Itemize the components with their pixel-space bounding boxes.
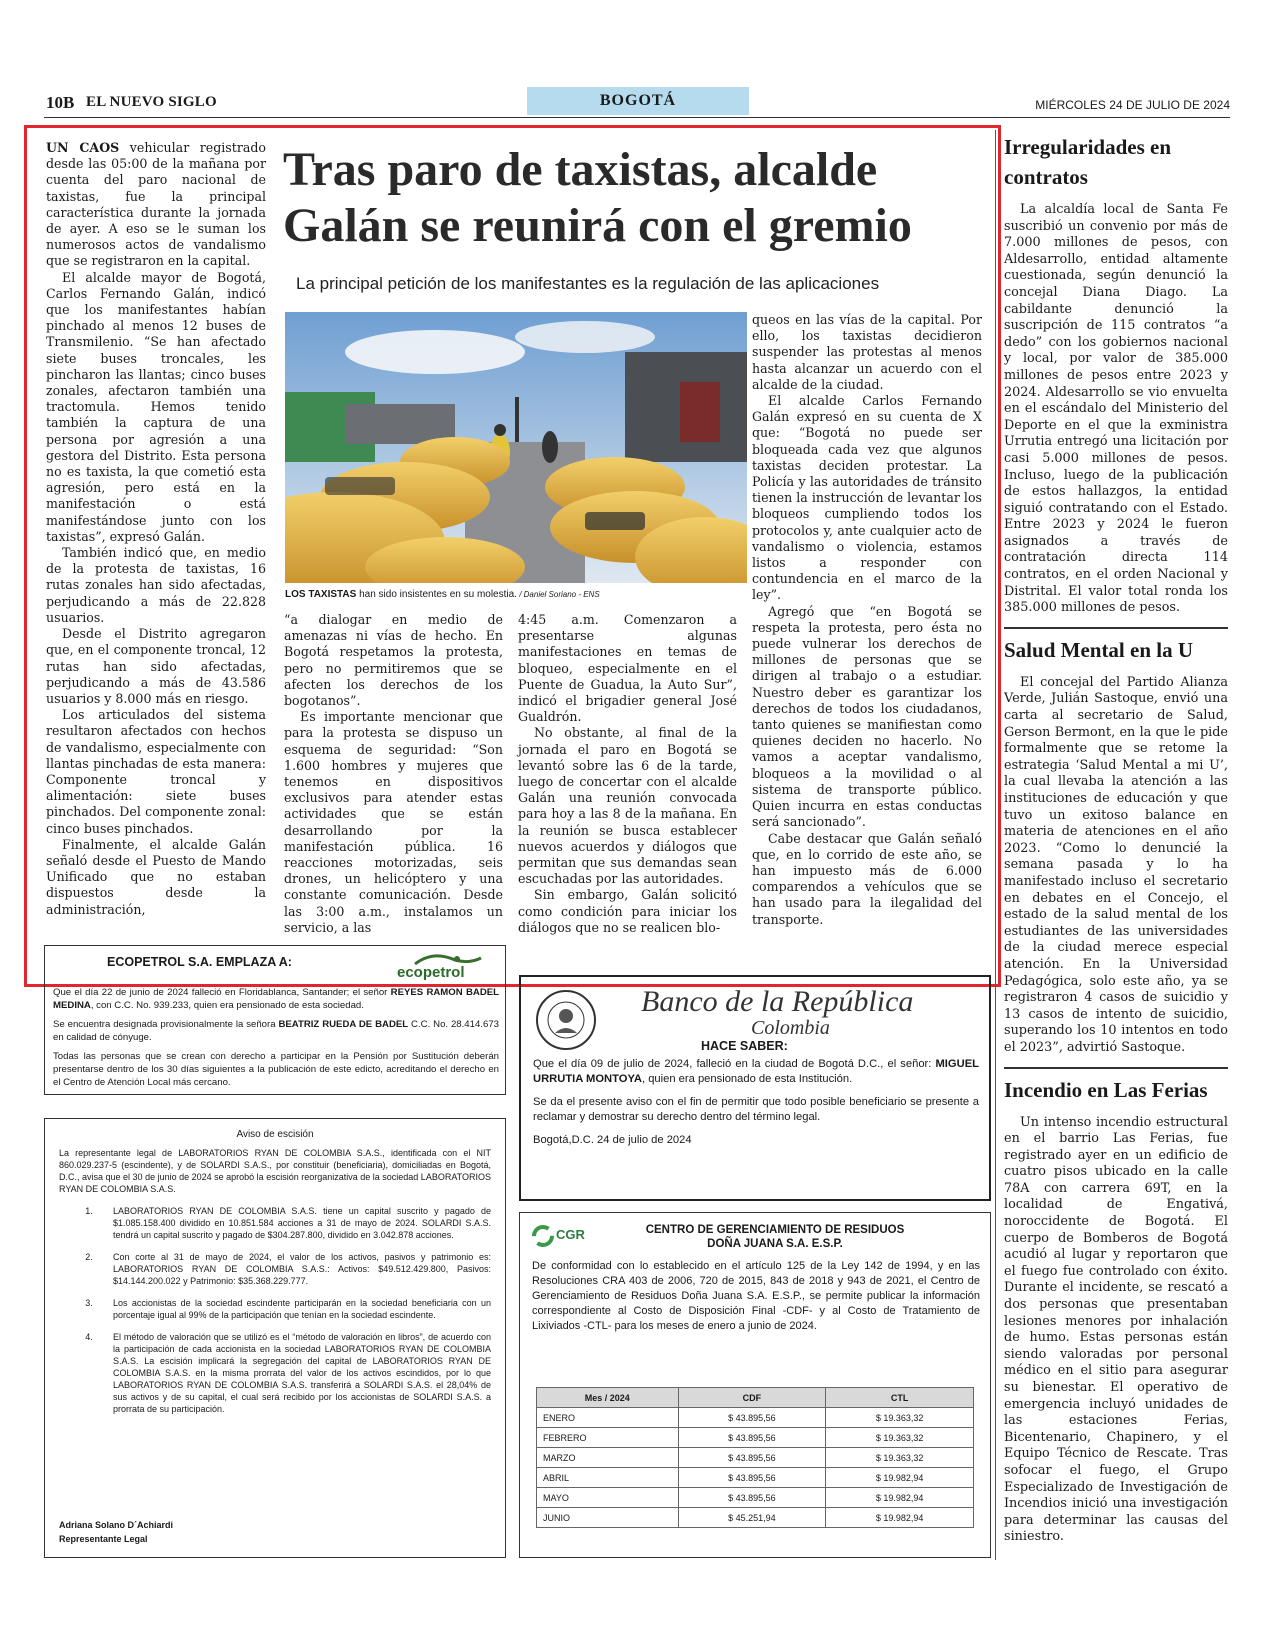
paragraph: No obstante, al final de la jornada el paro en Bogotá se levantó sobre las 6 de la tarde, luego de concertar con el alcalde Galán una reunión convocada para hoy a las 8 de la mañana. En la reunión se busca establecer nuevos acuerdos y diálogos que permitan que sus demandas sean escuchadas por las autoridades.: [518, 725, 737, 887]
month-cell: FEBRERO: [537, 1428, 679, 1448]
table-header-row: [537, 1388, 974, 1408]
ctl-cell: $ 19.363,32: [826, 1408, 974, 1428]
ctl-cell: $ 19.982,94: [826, 1508, 974, 1528]
paragraph: [53, 986, 499, 1012]
signer-role: Representante Legal: [59, 1534, 148, 1544]
paragraph: El alcalde Carlos Fernando Galán expresó en su cuenta de X que: “Bogotá no puede ser bloqueada cada vez que algunos taxistas deciden protestar. La Policía y las autoridades de tránsito tienen la instrucción de levantar los bloqueos cumpliendo todos los protocolos y, ante cualquier acto de vandalismo o violencia, estamos listos a responder con contundencia en el marco de la ley”.: [752, 393, 982, 603]
text: Se encuentra designada provisionalmente la señora: [53, 1019, 279, 1030]
ecopetrol-logo: [385, 952, 505, 981]
text: Que el día 09 de julio de 2024, falleció en la ciudad de Bogotá D.C., el señor:: [533, 1058, 936, 1070]
ctl-cell: $ 19.363,32: [826, 1428, 974, 1448]
table-row: [537, 1428, 974, 1448]
notice-intro: La representante legal de LABORATORIOS RYAN DE COLOMBIA S.A.S., identificada con el NIT 860.029.237-5 (escindente), y de SOLARDI S.A.S., por constituir (beneficiaria), domiciliadas en Bogotá, D.C., avisa que el 30 de junio de 2024 se aprobó la escisión reorganizativa de la sociedad LABORATORIOS RYAN DE COLOMBIA S.A.S.: [59, 1148, 491, 1194]
cost-table: [536, 1387, 974, 1528]
cdf-cell: $ 43.895,56: [678, 1488, 826, 1508]
banco-republica-notice: [519, 975, 991, 1201]
table-row: [537, 1488, 974, 1508]
cgr-logo-text: CGR: [556, 1227, 585, 1242]
header-rule: [44, 117, 1230, 118]
page-number: 10B: [46, 93, 75, 112]
notice-title: Aviso de escisión: [236, 1129, 314, 1140]
newspaper-logo: EL NUEVO SIGLO: [86, 94, 217, 110]
list-item: [65, 1205, 491, 1241]
seal-icon: [535, 989, 597, 1051]
paragraph: Cabe destacar que Galán señaló que, en lo corrido de este año, se han impuesto más de 6.000 comparendos a vehículos que se han usado para la ilegalidad del transporte.: [752, 830, 982, 927]
paragraph: Es importante mencionar que para la protesta se dispuso un esquema de seguridad: “Son 1.600 hombres y mujeres que tenemos en dispositivos exclusivos para atender estas actividades que se están desarrollando por la manifestación pública. 16 reacciones motorizadas, seis drones, un helicóptero y una constante comunicación. Desde las 3:00 a.m., instalamos un servicio, a las: [284, 709, 503, 935]
paragraph: Agregó que “en Bogotá se respeta la protesta, pero ésta no puede vulnerar los derechos de millones de personas que se dirigen al trabajo o a estudiar. Nuestro deber es garantizar los derechos de todos los ciudadanos, tanto quienes se manifiestan como quienes deciden no hacerlo. No vamos a aceptar vandalismo, bloqueos a la movilidad o al sistema de transporte público. Quien incurra en estas conductas será sancionado”.: [752, 603, 982, 830]
notice-title: ECOPETROL S.A. EMPLAZA A:: [107, 955, 292, 969]
ecopetrol-notice: [44, 945, 506, 1095]
sidebar: [1004, 132, 1228, 1546]
escision-notice: [44, 1118, 506, 1558]
month-cell: MARZO: [537, 1448, 679, 1468]
paragraph: Sin embargo, Galán solicitó como condición para iniciar los diálogos que no se realicen blo-: [518, 887, 737, 935]
issue-date: MIÉRCOLES 24 DE JULIO DE 2024: [1035, 98, 1230, 112]
headline: Tras paro de taxistas, alcalde Galán se reunirá con el gremio: [283, 143, 912, 252]
article-column-3: [518, 612, 737, 936]
ctl-cell: $ 19.982,94: [826, 1488, 974, 1508]
paragraph: Finalmente, el alcalde Galán señaló desde el Puesto de Mando Unificado que no estaban dispuestos desde la administración,: [46, 836, 266, 917]
month-cell: ENERO: [537, 1408, 679, 1428]
sidebar-divider: [995, 130, 996, 1560]
month-cell: MAYO: [537, 1488, 679, 1508]
photo-credit: / Daniel Soriano - ENS: [516, 590, 600, 599]
text: C.C. No. 28.414.673 en calidad de cónyuge.: [53, 1019, 499, 1043]
ctl-cell: $ 19.982,94: [826, 1468, 974, 1488]
taxi-protest-photo: [285, 312, 747, 583]
paragraph: [53, 1018, 499, 1044]
caption-lead: LOS TAXISTAS: [285, 589, 357, 600]
deceased-name: MIGUEL URRUTIA MONTOYA: [533, 1058, 979, 1085]
list-item: [65, 1251, 491, 1287]
text: Que el día 22 de junio de 2024 falleció en Floridablanca, Santander; el señor: [53, 987, 391, 998]
photo-illustration: [285, 312, 747, 583]
bank-country: Colombia: [751, 1017, 830, 1039]
subheadline: La principal petición de los manifestantes es la regulación de las aplicaciones: [296, 274, 880, 293]
table-row: [537, 1468, 974, 1488]
ctl-cell: $ 19.363,32: [826, 1448, 974, 1468]
notice-title: HACE SABER:: [701, 1039, 788, 1053]
paragraph: Los articulados del sistema resultaron afectados con hechos de vandalismo, especialmente con llantas pinchadas de esta manera: Componente troncal y alimentación: siete buses pinchados. Del componente zonal: cinco buses pinchados.: [46, 707, 266, 836]
cgr-notice: [519, 1212, 991, 1558]
section-label: BOGOTÁ: [527, 87, 749, 115]
article-column-4: [752, 312, 982, 928]
paragraph: Se da el presente aviso con el fin de permitir que todo posible beneficiario se presente a reclamar y demostrar su derecho dentro del término legal.: [533, 1096, 979, 1123]
lead-caps: UN CAOS: [46, 140, 120, 155]
table-row: [537, 1448, 974, 1468]
caption-text: han sido insistentes en su molestia.: [356, 589, 517, 600]
article-column-2: [284, 612, 503, 936]
item-number: 2.: [85, 1252, 93, 1262]
item-number: 4.: [85, 1332, 93, 1342]
paragraph: La alcaldía local de Santa Fe suscribió un convenio por más de 7.000 millones de pesos, con Aldesarrollo, entidad altamente cuestionada, según denunció la concejal Diana Diago. La cabildante denunció la suscripción de 115 contratos “a dedo” con los gobiernos nacional y local, por valor de 385.000 millones de pesos entre 2023 y 2024. Aldesarrollo se vio envuelta en el escándalo del Ministerio del Deporte en el que la exministra Urrutia entregó una licitación por casi 5.000 millones de pesos. Incluso, luego de la publicación de estos hallazgos, la entidad siguió contratando con el Estado. Entre 2023 y 2024 le fueron asignados a través de contratación directa 114 contratos, en el orden Nacional y Distrital. El valor total ronda los 385.000 millones de pesos.: [1004, 202, 1228, 616]
sidebar-title: Incendio en Las Ferias: [1004, 1077, 1208, 1102]
bank-name: Banco de la República: [641, 985, 914, 1018]
sidebar-body: [1004, 202, 1228, 617]
item-text: Los accionistas de la sociedad escindente participarán en la sociedad beneficiaria con un porcentaje igual al 99% de la participación que tenían en la sociedad escindente.: [113, 1298, 491, 1320]
cdf-cell: $ 43.895,56: [678, 1468, 826, 1488]
cdf-cell: $ 43.895,56: [678, 1448, 826, 1468]
title-line: DOÑA JUANA S.A. E.S.P.: [707, 1238, 843, 1250]
paragraph: 4:45 a.m. Comenzaron a presentarse algunas manifestaciones en temas de bloqueo, especialmente en el Puente de Guadua, la Auto Sur”, indicó el brigadier general José Gualdrón.: [518, 612, 737, 725]
paragraph: Un intenso incendio estructural en el barrio Las Ferias, fue registrado ayer en un edificio de cuatro pisos ubicado en la calle 78A con carrera 69T, en la localidad de Engativá, noroccidente de Bogotá. El cuerpo de Bomberos de Bogotá acudió al lugar y reportaron que el fuego fue controlado con éxito. Durante el incidente, se rescató a dos personas que presentaban lesiones menores por inhalación de humo. Estas personas están siendo valoradas por personal médico en el sitio para asegurar su bienestar. El operativo de emergencia incluyó unidades de las estaciones Ferias, Bicentenario, Chapinero, y el Equipo Técnico de Rescate. Tras sofocar el fuego, el Grupo Especializado de Investigación de Incendios inició una investigación para determinar las causas del siniestro.: [1004, 1114, 1228, 1545]
sidebar-rule: [1004, 1067, 1228, 1069]
table-row: [537, 1508, 974, 1528]
sidebar-body: [1004, 1115, 1228, 1546]
list-item: [65, 1297, 491, 1321]
column-header: CDF: [678, 1388, 826, 1408]
notice-body: De conformidad con lo establecido en el artículo 125 de la Ley 142 de 1994, y en las Resoluciones CRA 403 de 2006, 720 de 2015, 843 de 2018 y 943 de 2021, el Centro de Gerenciamiento de Residuos Doña Juana S.A. E.S.P., se permite publicar la información correspondiente al Costo de Disposición Final -CDF- y al Costo de Tratamiento de Lixiviados -CTL- para los meses de enero a junio de 2024.: [532, 1260, 980, 1332]
sidebar-body: [1004, 675, 1228, 1057]
paragraph: [533, 1057, 979, 1087]
text: , con C.C. No. 939.233, quien era pensionado de esta sociedad.: [90, 1000, 364, 1011]
signer-name: Adriana Solano D´Achiardi: [59, 1520, 174, 1530]
paragraph: vehicular registrado desde las 05:00 de la mañana por cuenta del paro nacional de taxistas, fue la principal característica durante la jornada de ayer. A eso se le suman los numerosos actos de vandalismo que se registraron en la capital.: [46, 140, 266, 269]
paragraph: Desde el Distrito agregaron que, en el componente troncal, 12 rutas han sido afectadas, perjudicando a más de 43.586 usuarios y 8.000 más en riesgo.: [46, 626, 266, 706]
notice-items: [45, 1195, 505, 1415]
paragraph: Bogotá,D.C. 24 de julio de 2024: [533, 1134, 692, 1146]
cgr-logo-icon: [532, 1225, 554, 1247]
list-item: [65, 1331, 491, 1415]
paragraph: También indicó que, en medio de la protesta de taxistas, 16 rutas zonales han sido afectadas, perjudicando a más de 22.828 usuarios.: [46, 545, 266, 625]
notice-body: [53, 986, 499, 1089]
notice-body: [533, 1057, 979, 1148]
text: , quien era pensionado de esta Institución.: [641, 1073, 853, 1085]
deceased-name: REYES RAMON BADEL MEDINA: [53, 987, 500, 1011]
paragraph: Todas las personas que se crean con derecho a participar en la Pensión por Sustitución deberán presentarse dentro de los 30 días siguientes a la publicación de este edicto, acreditando el derecho en el Centro de Atención Local más cercano.: [53, 1051, 499, 1088]
item-text: El método de valoración que se utilizó es el “método de valoración en libros”, de acuerdo con la participación de cada accionista en la sociedad LABORATORIOS RYAN DE COLOMBIA S.A.S. La escisión implicará la segregación del capital de LABORATORIOS RYAN DE COLOMBIA S.A.S. en la misma prorrata del valor de los activos escindidos, por lo que LABORATORIOS RYAN DE COLOMBIA S.A.S. transferirá a SOLARDI S.A.S. el 28,04% de sus activos y de su capital, el cual será recibido por los accionistas de SOLARDI S.A.S. a prorrata de su participación.: [113, 1332, 491, 1414]
photo-caption: [285, 589, 755, 600]
table-row: [537, 1408, 974, 1428]
month-cell: ABRIL: [537, 1468, 679, 1488]
sidebar-rule: [1004, 627, 1228, 629]
item-number: 3.: [85, 1298, 93, 1308]
paragraph: queos en las vías de la capital. Por ello, los taxistas decidieron suspender las protestas al menos hasta alcanzar un acuerdo con el alcalde de la ciudad.: [752, 312, 982, 392]
notice-title: [610, 1223, 940, 1251]
sidebar-title: Irregularidades en contratos: [1004, 135, 1172, 189]
column-header: CTL: [826, 1388, 974, 1408]
title-line: CENTRO DE GERENCIAMIENTO DE RESIDUOS: [645, 1224, 905, 1236]
month-cell: JUNIO: [537, 1508, 679, 1528]
beneficiary-name: BEATRIZ RUEDA DE BADEL: [278, 1019, 409, 1030]
logo-text: ecopetrol: [397, 964, 465, 981]
cdf-cell: $ 43.895,56: [678, 1408, 826, 1428]
item-text: LABORATORIOS RYAN DE COLOMBIA S.A.S. tiene un capital suscrito y pagado de $1.085.158.400 dividido en 10.851.584 acciones a 31 de mayo de 2024. SOLARDI S.A.S. tendrá un capital suscrito y pagado de $304.287.800, dividido en 3.042.878 acciones.: [113, 1206, 491, 1240]
item-number: 1.: [85, 1206, 93, 1216]
item-text: Con corte al 31 de mayo de 2024, el valor de los activos, pasivos y patrimonio es: LABORATORIOS RYAN DE COLOMBIA S.A.S.: Activos: $49.512.429.800, Pasivos: $14.144.200.022 y Patrimonio: $35.368.229.777.: [113, 1252, 491, 1286]
paragraph: El concejal del Partido Alianza Verde, Julián Sastoque, envió una carta al secretario de Salud, Gerson Bermont, en la que le pide formalmente que se retome la estrategia ‘Salud Mental a mi U’, la cual llevaba la atención a las instituciones de educación y que tuvo un exitoso balance en materia de atenciones en el año 2023. “Como lo denuncié la semana pasada y lo ha manifestado incluso el secretario en debates en el Concejo, el estado de la salud mental de los estudiantes de las universidades de la ciudad merece especial atención. En la Universidad Pedagógica, solo este año, ya se registraron 4 casos de suicidio y 13 casos de intento de suicidio, superando los 10 intentos en todo el 2023”, advirtió Sastoque.: [1004, 674, 1228, 1055]
column-header: Mes / 2024: [537, 1388, 679, 1408]
cdf-cell: $ 45.251,94: [678, 1508, 826, 1528]
paragraph: “a dialogar en medio de amenazas ni vías de hecho. En Bogotá respetamos la protesta, pero no permitiremos que se afecten los derechos de los bogotanos”.: [284, 612, 503, 709]
paragraph: El alcalde mayor de Bogotá, Carlos Fernando Galán, indicó que los manifestantes habían pinchado al menos 12 buses de Transmilenio. “Se han afectado siete buses troncales, les pincharon las llantas; cinco buses zonales, afectaron también una tractomula. Hemos tenido también la captura de una persona por agresión a una gestora del Distrito. Esta persona no es taxista, la que cometió esta agresión, pero está en la manifestación o está manifestándose junto con los taxistas”, expresó Galán.: [46, 269, 266, 544]
sidebar-title: Salud Mental en la U: [1004, 637, 1194, 662]
cdf-cell: $ 43.895,56: [678, 1428, 826, 1448]
article-column-1: [46, 140, 266, 918]
